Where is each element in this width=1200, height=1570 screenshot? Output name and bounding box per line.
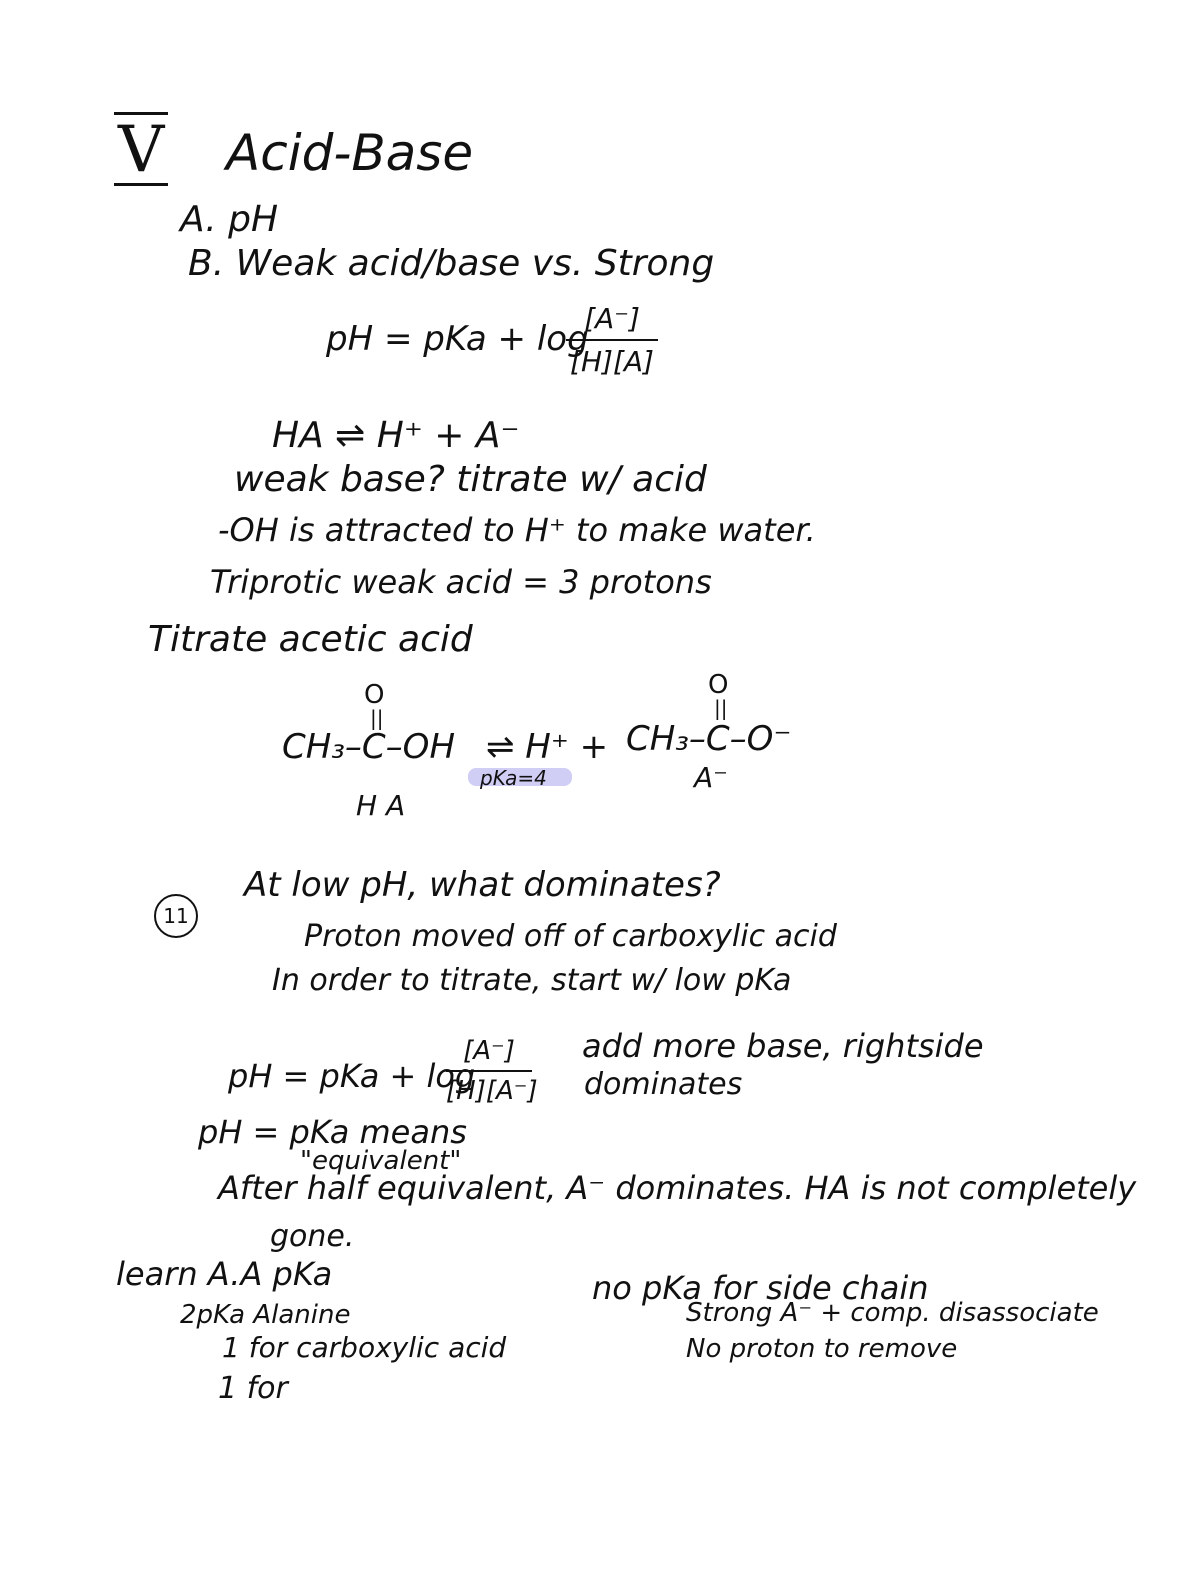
answer-line-2: In order to titrate, start w/ low pKa [272,963,792,998]
equiv-line-1: pH = pKa means [198,1113,467,1151]
hh-equation-2-fraction [446,1036,538,1106]
outline-item-b: B. Weak acid/base vs. Strong [188,243,715,284]
acetate-formula: CH₃–C–O⁻ [626,719,792,759]
fraction-2-numerator: [A⁻] [463,1036,515,1066]
fraction-2-denominator: [H][A⁻] [446,1076,538,1106]
learn-line-1: 2pKa Alanine [180,1300,351,1330]
question-text: At low pH, what dominates? [244,865,721,905]
note-triprotic: Triprotic weak acid = 3 protons [210,563,712,601]
side-note-line-2: dominates [584,1067,743,1102]
carbonyl-oxygen-right: O [708,670,729,700]
acetic-acid-formula: CH₃–C–OH [282,727,456,767]
answer-line-1: Proton moved off of carboxylic acid [304,919,837,954]
fraction-denominator: [H][A] [570,345,654,378]
hh-equation-2-lhs: pH = pKa + log [228,1057,476,1095]
note-oh-attracted: -OH is attracted to H⁺ to make water. [218,511,816,549]
label-a-minus: A⁻ [694,761,728,794]
section-title: Acid-Base [226,124,474,182]
label-ha: H A [356,789,406,822]
outline-item-a: A. pH [180,199,279,240]
question-number: 11 [163,904,189,928]
titrate-heading: Titrate acetic acid [148,619,473,660]
fraction-2-bar [446,1070,532,1072]
side-chain-line-2: No proton to remove [686,1334,958,1364]
hh-equation-lhs: pH = pKa + log [326,319,589,359]
question-number-circle [154,894,198,938]
learn-heading: learn A.A pKa [116,1255,333,1293]
double-bond-left: || [370,706,384,730]
fraction-bar [566,339,658,341]
carbonyl-oxygen-left: O [364,680,385,710]
side-note-line-1: add more base, rightside [582,1027,984,1065]
side-chain-heading: no pKa for side chain [592,1269,929,1307]
note-weak-base: weak base? titrate w/ acid [234,459,707,500]
equiv-line-4: gone. [270,1219,355,1254]
dissociation-equation: HA ⇌ H⁺ + A⁻ [272,415,520,456]
learn-line-2: 1 for carboxylic acid [222,1331,507,1364]
learn-line-3: 1 for [218,1371,288,1406]
section-numeral: V [118,118,164,182]
label-pka: pKa=4 [480,766,547,790]
side-chain-line-1: Strong A⁻ + comp. disassociate [686,1298,1099,1328]
hh-equation-fraction [566,302,658,378]
equiv-line-3: After half equivalent, A⁻ dominates. HA is not completely [218,1169,1137,1207]
fraction-numerator: [A⁻] [584,302,640,335]
double-bond-right: || [714,696,728,720]
reaction-arrow: ⇌ H⁺ + [486,727,609,767]
equiv-line-2: "equivalent" [300,1146,462,1176]
